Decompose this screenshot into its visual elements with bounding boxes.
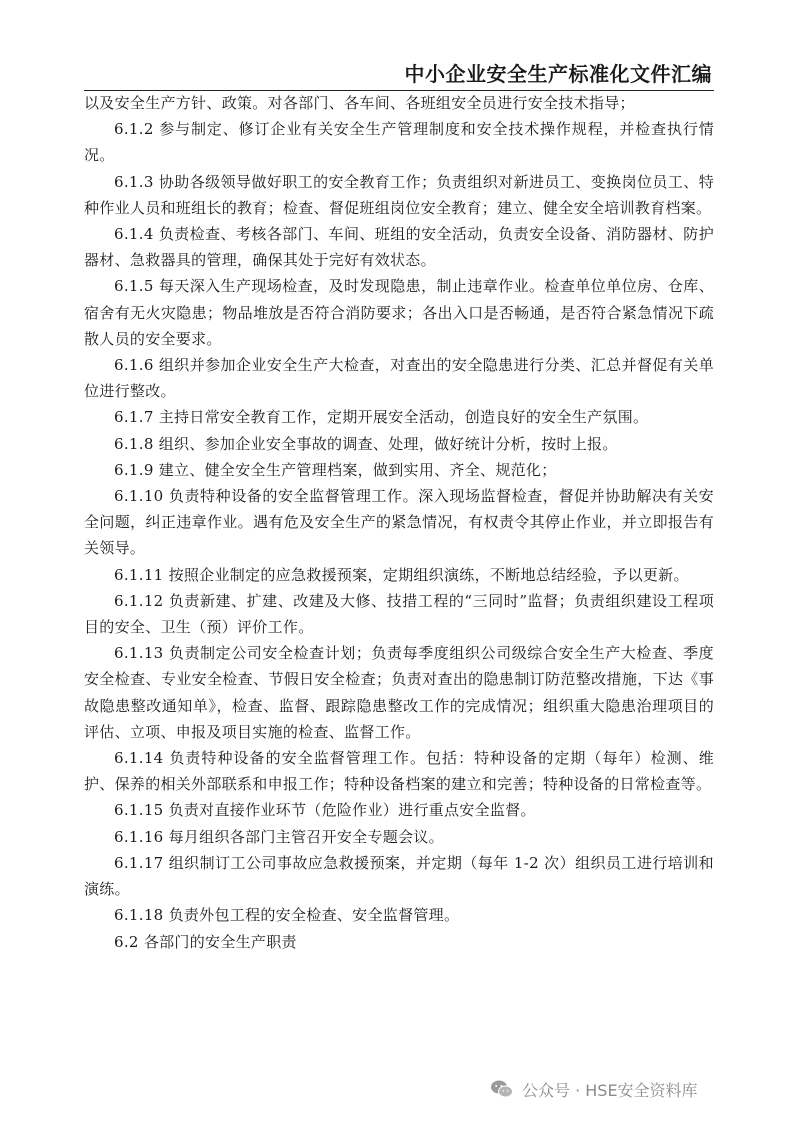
paragraph: 6.1.9 建立、健全安全生产管理档案，做到实用、齐全、规范化； [114,460,557,479]
paragraph: 6.1.15 负责对直接作业环节（危险作业）进行重点安全监督。 [114,801,536,820]
section-heading: 6.2 各部门的安全生产职责 [114,932,297,951]
document-body [84,90,714,955]
document-title: 中小企业安全生产标准化文件汇编 [404,62,712,86]
paragraph: 6.1.12 负责新建、扩建、改建及大修、技措工程的“三同时”监督；负责组织建设工程项目的安全、卫生（预）评价工作。 [84,591,714,637]
paragraph: 6.1.4 负责检查、考核各部门、车间、班组的安全活动，负责安全设备、消防器材、防护器材、急救器具的管理，确保其处于完好有效状态。 [84,225,714,270]
paragraph: 6.1.16 每月组织各部门主管召开安全专题会议。 [114,827,444,846]
watermark-text: 公众号 · HSE安全资料库 [522,1080,698,1100]
paragraph: 6.1.13 负责制定公司安全检查计划；负责每季度组织公司级综合安全生产大检查、季度安全检查、专业安全检查、节假日安全检查；负责对查出的隐患制订防范整改措施，下达《事故隐患整改通知单》，检查、监督、跟踪隐患整改工作的完成情况；组织重大隐患治理项目的评估、立项、申报及项目实施的检查、监督工作。 [84,644,714,741]
paragraph: 6.1.17 组织制订工公司事故应急救援预案，并定期（每年 1-2 次）组织员工进行培训和演练。 [84,853,714,899]
paragraph: 6.1.2 参与制定、修订企业有关安全生产管理制度和安全技术操作规程，并检查执行情况。 [84,120,714,165]
paragraph: 6.1.8 组织、参加企业安全事故的调查、处理，做好统计分析，按时上报。 [114,434,618,453]
paragraph: 6.1.7 主持日常安全教育工作，定期开展安全活动，创造良好的安全生产氛围。 [114,408,649,427]
paragraph: 6.1.3 协助各级领导做好职工的安全教育工作；负责组织对新进员工、变换岗位员工、特种作业人员和班组长的教育；检查、督促班组岗位安全教育；建立、健全安全培训教育档案。 [84,172,714,217]
paragraph: 6.1.10 负责特种设备的安全监督管理工作。深入现场监督检查，督促并协助解决有关安全问题，纠正违章作业。遇有危及安全生产的紧急情况，有权责令其停止作业，并立即报告有关领导。 [84,487,714,558]
paragraph: 以及安全生产方针、政策。对各部门、各车间、各班组安全员进行安全技术指导； [84,94,635,112]
paragraph: 6.1.6 组织并参加企业安全生产大检查，对查出的安全隐患进行分类、汇总并督促有关单位进行整改。 [84,356,714,401]
wechat-icon [490,1079,514,1099]
paragraph: 6.1.14 负责特种设备的安全监督管理工作。包括：特种设备的定期（每年）检测、维护、保养的相关外部联系和申报工作；特种设备档案的建立和完善；特种设备的日常检查等。 [84,749,714,794]
watermark [490,1076,698,1102]
paragraph: 6.1.11 按照企业制定的应急救援预案，定期组织演练，不断地总结经验，予以更新。 [114,565,689,584]
paragraph: 6.1.18 负责外包工程的安全检查、安全监督管理。 [114,906,460,925]
paragraph: 6.1.5 每天深入生产现场检查，及时发现隐患，制止违章作业。检查单位单位房、仓库、宿舍有无火灾隐患；物品堆放是否符合消防要求；各出入口是否畅通，是否符合紧急情况下疏散人员的安全要求。 [84,277,714,348]
page-header [84,56,714,91]
